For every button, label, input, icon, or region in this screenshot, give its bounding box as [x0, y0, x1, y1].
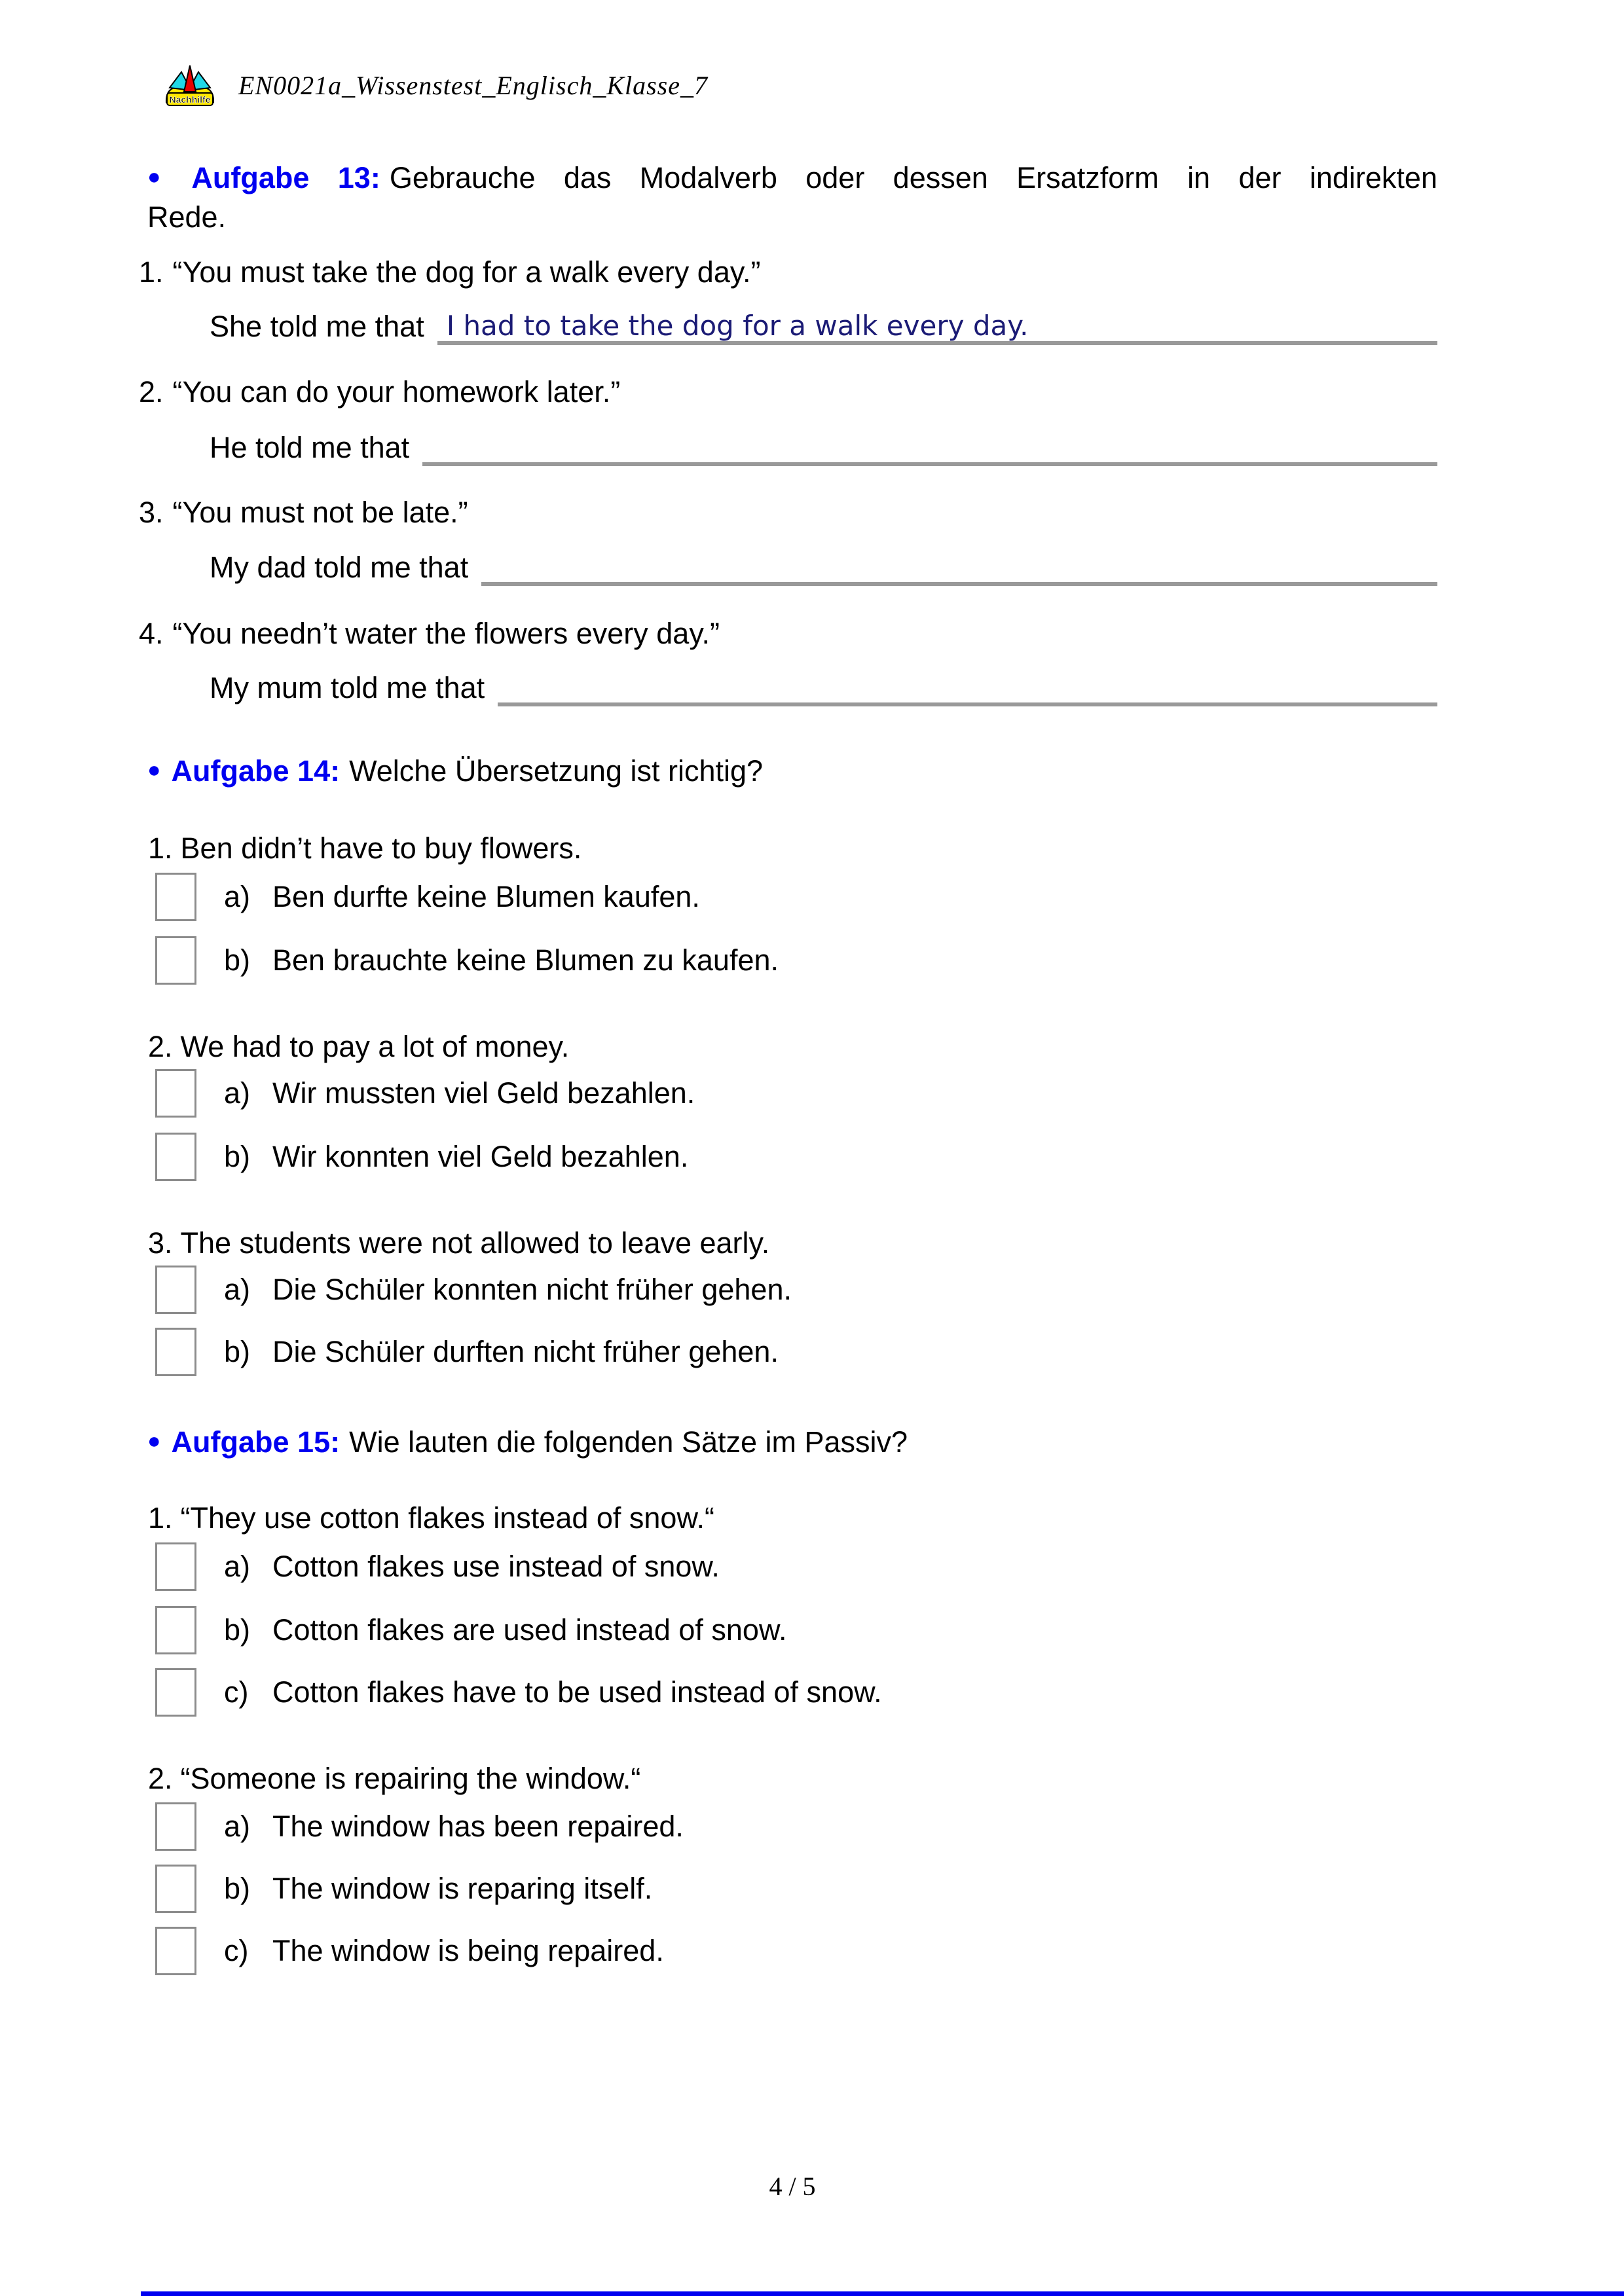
task14-q1-option-a — [155, 873, 700, 921]
answer-checkbox[interactable] — [155, 1865, 196, 1913]
task15-heading — [147, 1421, 1437, 1462]
option-label: b) — [224, 1140, 251, 1173]
item-number: 3. — [139, 496, 164, 529]
question-number: 3. — [148, 1226, 173, 1260]
option-text: Die Schüler durften nicht früher gehen. — [272, 1335, 779, 1368]
task13-item1-quote-line — [139, 255, 761, 289]
option-label: a) — [224, 1550, 251, 1583]
answer-checkbox[interactable] — [155, 1802, 196, 1851]
task13-instruction-line1: Gebrauche das Modalverb oder dessen Ersatzform in der indirekten — [389, 161, 1437, 194]
response-stem: My dad told me that — [210, 551, 469, 584]
option-label: c) — [224, 1934, 249, 1967]
answer-line[interactable] — [481, 548, 1437, 586]
bullet-icon: ● — [147, 164, 181, 189]
response-stem: My mum told me that — [210, 671, 485, 704]
task13-item4-quote-line — [139, 617, 720, 651]
item-number: 2. — [139, 375, 164, 409]
option-label: c) — [224, 1675, 249, 1709]
task14-q1 — [148, 831, 581, 866]
item-number: 4. — [139, 617, 164, 650]
task14-q3-option-b — [155, 1328, 779, 1376]
question-text: “They use cotton flakes instead of snow.“ — [180, 1501, 714, 1535]
answer-checkbox[interactable] — [155, 936, 196, 985]
option-text: Wir konnten viel Geld bezahlen. — [272, 1140, 689, 1173]
answer-checkbox[interactable] — [155, 1133, 196, 1181]
task13-item3-response — [210, 547, 1437, 586]
handwritten-answer: I had to take the dog for a walk every day. — [446, 310, 1029, 342]
task15-q2-option-a — [155, 1802, 684, 1851]
task14-q2-option-b — [155, 1133, 688, 1181]
option-text: Cotton flakes use instead of snow. — [272, 1550, 720, 1583]
task14-q3 — [148, 1226, 769, 1260]
task15-label: Aufgabe 15: — [171, 1425, 341, 1459]
item-quote: “You must take the dog for a walk every day.” — [172, 255, 761, 289]
question-text: Ben didn’t have to buy flowers. — [180, 831, 582, 865]
document-title: EN0021a_Wissenstest_Englisch_Klasse_7 — [238, 70, 708, 100]
task15-instruction: Wie lauten die folgenden Sätze im Passiv? — [349, 1425, 908, 1459]
option-text: Wir mussten viel Geld bezahlen. — [272, 1076, 695, 1110]
question-text: “Someone is repairing the window.“ — [180, 1762, 641, 1795]
task14-heading — [147, 750, 1437, 791]
question-number: 1. — [148, 1501, 173, 1535]
option-label: a) — [224, 880, 251, 913]
task15-q2-option-b — [155, 1865, 652, 1913]
nachhilfe-logo-icon — [164, 63, 216, 107]
item-number: 1. — [139, 255, 164, 289]
option-label: a) — [224, 1273, 251, 1306]
response-stem: She told me that — [210, 310, 424, 343]
task13-instruction-line2: Rede. — [147, 200, 227, 234]
response-stem: He told me that — [210, 431, 410, 464]
question-number: 2. — [148, 1030, 173, 1063]
bullet-icon: ● — [147, 1429, 161, 1453]
task14-q2-option-a — [155, 1069, 695, 1118]
option-text: Die Schüler konnten nicht früher gehen. — [272, 1273, 792, 1306]
answer-line[interactable] — [437, 307, 1437, 345]
task15-q1 — [148, 1501, 714, 1535]
question-number: 2. — [148, 1762, 173, 1795]
task15-q1-option-a — [155, 1542, 720, 1591]
answer-line[interactable] — [422, 428, 1437, 466]
task13-item2-response — [210, 427, 1437, 466]
answer-checkbox[interactable] — [155, 873, 196, 921]
option-text: The window is reparing itself. — [272, 1872, 653, 1905]
question-text: The students were not allowed to leave early. — [180, 1226, 770, 1260]
task14-q3-option-a — [155, 1266, 792, 1314]
answer-checkbox[interactable] — [155, 1927, 196, 1975]
task15-q1-option-b — [155, 1606, 786, 1654]
option-text: The window is being repaired. — [272, 1934, 664, 1967]
answer-checkbox[interactable] — [155, 1606, 196, 1654]
bottom-blue-bar — [141, 2291, 1624, 2296]
task13-label: Aufgabe 13: — [191, 161, 380, 194]
option-label: a) — [224, 1810, 251, 1843]
option-text: The window has been repaired. — [272, 1810, 684, 1843]
question-number: 1. — [148, 831, 173, 865]
task14-q2 — [148, 1030, 569, 1064]
answer-checkbox[interactable] — [155, 1542, 196, 1591]
answer-checkbox[interactable] — [155, 1266, 196, 1314]
item-quote: “You can do your homework later.” — [172, 375, 621, 409]
item-quote: “You must not be late.” — [172, 496, 468, 529]
item-quote: “You needn’t water the flowers every day.” — [172, 617, 720, 650]
option-label: b) — [224, 1613, 251, 1647]
task15-q2-option-c — [155, 1927, 664, 1975]
task14-instruction: Welche Übersetzung ist richtig? — [349, 754, 764, 788]
option-label: b) — [224, 943, 251, 977]
task15-q2 — [148, 1762, 640, 1796]
logo-text: Nachhilfe — [169, 94, 211, 105]
option-label: b) — [224, 1335, 251, 1368]
answer-checkbox[interactable] — [155, 1328, 196, 1376]
task13-heading — [147, 157, 1437, 237]
question-text: We had to pay a lot of money. — [180, 1030, 570, 1063]
task13-item4-response — [210, 667, 1437, 706]
task13-item1-response — [210, 306, 1437, 345]
page-header — [164, 63, 708, 107]
page-number: 4 / 5 — [769, 2172, 816, 2201]
option-text: Ben durfte keine Blumen kaufen. — [272, 880, 700, 913]
task14-q1-option-b — [155, 936, 779, 985]
task13-item2-quote-line — [139, 375, 620, 409]
task14-label: Aufgabe 14: — [171, 754, 341, 788]
answer-checkbox[interactable] — [155, 1668, 196, 1717]
option-label: b) — [224, 1872, 251, 1905]
task13-item3-quote-line — [139, 496, 468, 530]
task15-q1-option-c — [155, 1668, 882, 1717]
bullet-icon: ● — [147, 757, 161, 782]
answer-checkbox[interactable] — [155, 1069, 196, 1118]
option-label: a) — [224, 1076, 251, 1110]
option-text: Cotton flakes have to be used instead of snow. — [272, 1675, 882, 1709]
option-text: Ben brauchte keine Blumen zu kaufen. — [272, 943, 779, 977]
answer-line[interactable] — [498, 668, 1437, 706]
option-text: Cotton flakes are used instead of snow. — [272, 1613, 787, 1647]
